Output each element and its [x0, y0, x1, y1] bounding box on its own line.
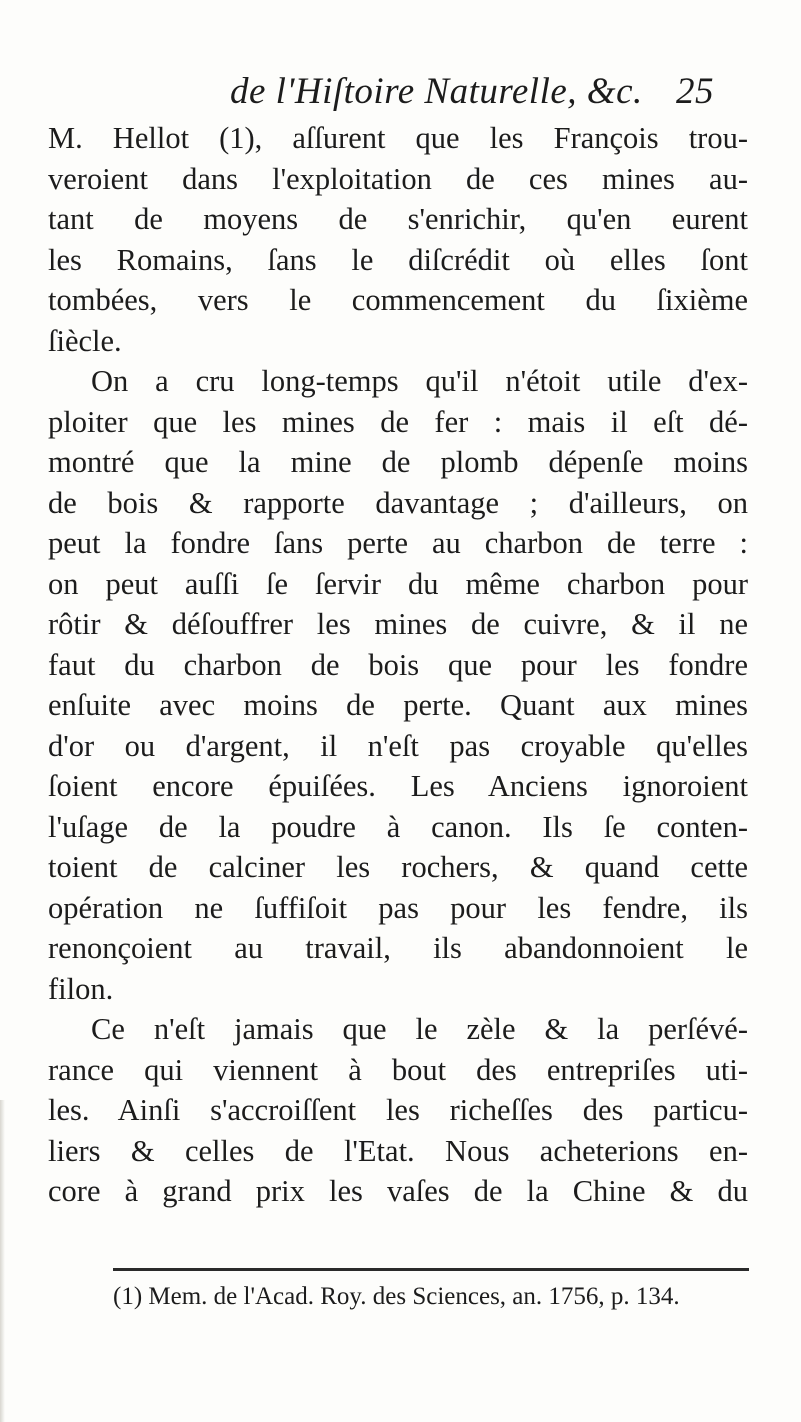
- body-text: [48, 118, 748, 1212]
- text-line: de bois & rapporte davantage ; d'ailleurs, on: [48, 485, 748, 520]
- text-line: liers & celles de l'Etat. Nous acheterions en-: [48, 1133, 748, 1168]
- text-line: les Romains, ſans le diſcrédit où elles ſont: [48, 242, 748, 277]
- text-line: M. Hellot (1), aſſurent que les François trou-: [48, 121, 748, 155]
- text-line: ſoient encore épuiſées. Les Anciens ignoroient: [48, 769, 748, 803]
- running-head-title: de l'Hiſtoire Naturelle, &c.: [230, 71, 643, 112]
- page-edge-shadow: [0, 1100, 5, 1422]
- text-line: on peut auſſi ſe ſervir du même charbon pour: [48, 566, 748, 601]
- text-line: renonçoient au travail, ils abandonnoient le: [48, 931, 748, 965]
- text-line: tombées, vers le commencement du ſixième: [48, 283, 748, 317]
- footnote: (1) Mem. de l'Acad. Roy. des Sciences, an. 1756, p. 134.: [113, 1283, 680, 1310]
- text-line: On a cru long-temps qu'il n'étoit utile d'ex-: [91, 364, 748, 398]
- text-line: opération ne ſuffiſoit pas pour les fendre, ils: [48, 890, 748, 925]
- running-head: [230, 70, 730, 120]
- text-line: les. Ainſi s'accroiſſent les richeſſes des particu-: [48, 1093, 748, 1127]
- text-line: enſuite avec moins de perte. Quant aux mines: [48, 688, 748, 722]
- text-line: montré que la mine de plomb dépenſe moins: [48, 445, 748, 479]
- text-line: rance qui viennent à bout des entrepriſes uti-: [48, 1052, 748, 1087]
- text-line: veroient dans l'exploitation de ces mines au-: [48, 161, 748, 196]
- text-line: d'or ou d'argent, il n'eſt pas croyable qu'elles: [48, 728, 748, 763]
- text-line: ſiècle.: [48, 323, 122, 358]
- text-line: ploiter que les mines de fer : mais il eſt dé-: [48, 404, 748, 439]
- text-line: faut du charbon de bois que pour les fondre: [48, 647, 748, 682]
- text-line: filon.: [48, 971, 114, 1006]
- footnote-rule: [113, 1268, 749, 1271]
- text-line: peut la fondre ſans perte au charbon de terre :: [48, 526, 748, 560]
- text-line: tant de moyens de s'enrichir, qu'en eurent: [48, 202, 748, 236]
- text-line: Ce n'eſt jamais que le zèle & la perſévé-: [91, 1012, 748, 1046]
- text-line: l'uſage de la poudre à canon. Ils ſe conten-: [48, 809, 748, 844]
- text-line: rôtir & déſouffrer les mines de cuivre, & il ne: [48, 607, 748, 641]
- text-line: toient de calciner les rochers, & quand cette: [48, 850, 748, 884]
- page-number: 25: [676, 71, 714, 112]
- text-line: core à grand prix les vaſes de la Chine & du: [48, 1174, 748, 1208]
